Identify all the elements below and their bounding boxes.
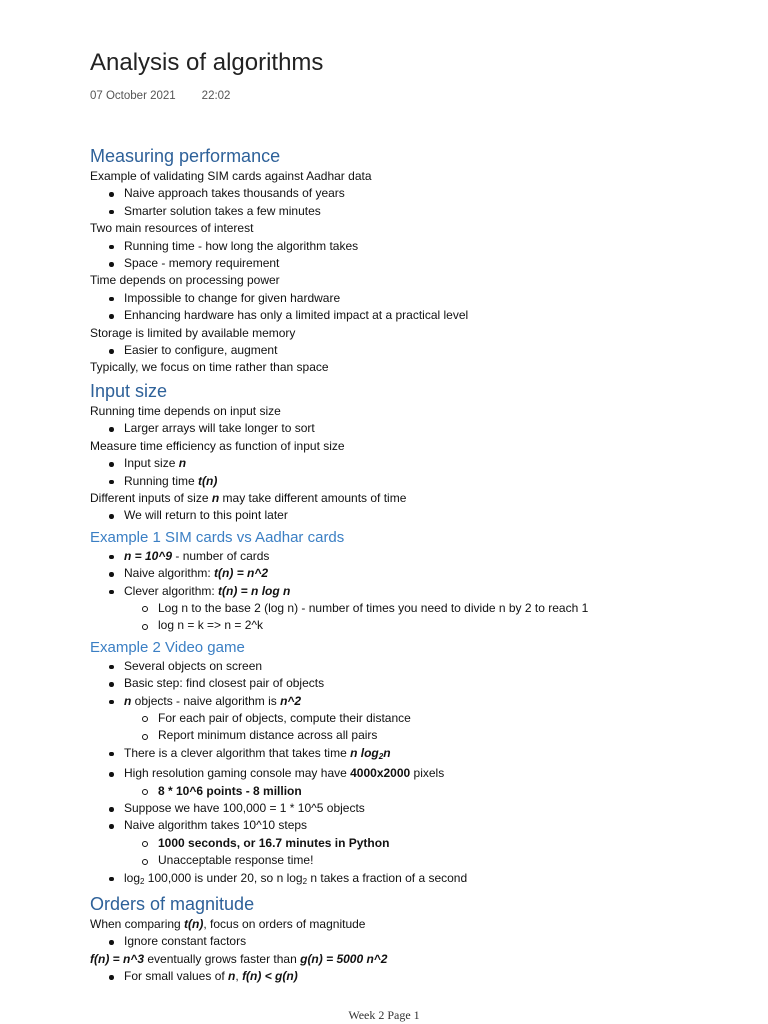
page-title: Analysis of algorithms — [90, 49, 324, 76]
bullet-item: Naive algorithm: t(n) = n^2 — [90, 565, 730, 582]
note-line: Typically, we focus on time rather than space — [90, 360, 329, 375]
bullet-item: Clever algorithm: t(n) = n log n — [90, 583, 730, 600]
sub-bullet-item: 1000 seconds, or 16.7 minutes in Python — [90, 835, 730, 852]
note-line: Two main resources of interest — [90, 221, 254, 236]
note-page — [90, 48, 730, 986]
heading-input-size: Input size — [90, 380, 168, 401]
sub-bullet-item: Log n to the base 2 (log n) - number of times you need to divide n by 2 to reach 1 — [90, 600, 730, 617]
page-footer: Week 2 Page 1 — [348, 1008, 420, 1022]
heading-example-2: Example 2 Video game — [90, 638, 245, 656]
bullet-item: Basic step: find closest pair of objects — [90, 675, 730, 692]
note-line: Time depends on processing power — [90, 273, 280, 288]
bullet-item: Several objects on screen — [90, 658, 730, 675]
bullet-item: n objects - naive algorithm is n^2 — [90, 693, 730, 710]
heading-example-1: Example 1 SIM cards vs Aadhar cards — [90, 528, 345, 546]
bullet-item: Larger arrays will take longer to sort — [90, 420, 730, 437]
time-label: 22:02 — [201, 90, 231, 102]
sub-bullet-item: For each pair of objects, compute their distance — [90, 710, 730, 727]
sub-bullet-item: log n = k => n = 2^k — [90, 617, 730, 634]
note-line: When comparing t(n), focus on orders of magnitude — [90, 917, 366, 932]
bullet-item: For small values of n, f(n) < g(n) — [90, 968, 730, 985]
note-line: f(n) = n^3 eventually grows faster than g(n) = 5000 n^2 — [90, 951, 388, 966]
bullet-item: There is a clever algorithm that takes time n $\log_2n$ — [90, 745, 730, 765]
bullet-item: Impossible to change for given hardware — [90, 290, 730, 307]
bullet-item: Running time t(n) — [90, 473, 730, 490]
note-line: Running time depends on input size — [90, 403, 281, 418]
bullet-item: Suppose we have 100,000 = 1 * 10^5 objects — [90, 800, 730, 817]
bullet-item: Naive algorithm takes 10^10 steps — [90, 817, 730, 834]
bullet-item: $\log_2 100,000$ is under 20, so n $\log_2 n$ takes a fraction of a second — [90, 870, 730, 890]
note-line: Measure time efficiency as function of input size — [90, 438, 345, 453]
bullet-item: We will return to this point later — [90, 507, 730, 524]
note-line: Storage is limited by available memory — [90, 325, 296, 340]
heading-measuring-performance: Measuring performance — [90, 146, 281, 166]
bullet-item: Ignore constant factors — [90, 933, 730, 950]
bullet-item: High resolution gaming console may have 4000x2000 pixels — [90, 765, 730, 782]
bullet-item: Easier to configure, augment — [90, 342, 730, 359]
timestamp — [90, 90, 730, 106]
sub-bullet-item: Report minimum distance across all pairs — [90, 727, 730, 744]
bullet-item: Input size n — [90, 455, 730, 472]
bullet-item: Naive approach takes thousands of years — [90, 185, 730, 202]
date-label: 07 October 2021 — [90, 90, 176, 102]
bullet-item: Space - memory requirement — [90, 255, 730, 272]
sub-bullet-item: Unacceptable response time! — [90, 852, 730, 869]
bullet-item: Smarter solution takes a few minutes — [90, 203, 730, 220]
bullet-item: Running time - how long the algorithm takes — [90, 238, 730, 255]
bullet-item: n = 10^9 - number of cards — [90, 548, 730, 565]
bullet-item: Enhancing hardware has only a limited impact at a practical level — [90, 307, 730, 324]
note-line: Example of validating SIM cards against Aadhar data — [90, 169, 372, 183]
sub-bullet-item: 8 * 10^6 points - 8 million — [90, 783, 730, 800]
heading-orders-of-magnitude: Orders of magnitude — [90, 894, 255, 915]
note-line: Different inputs of size n may take different amounts of time — [90, 490, 407, 505]
